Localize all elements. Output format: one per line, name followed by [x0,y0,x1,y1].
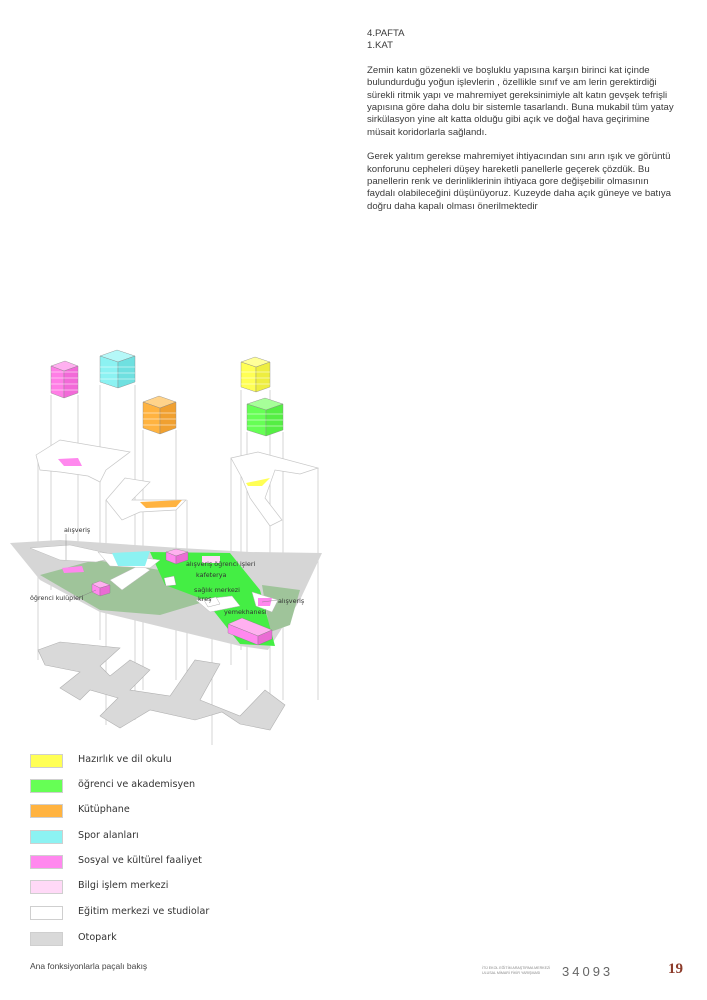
pink-patch-right [258,598,272,606]
legend-label: Spor alanları [78,830,139,841]
legend-label: öğrenci ve akademisyen [78,779,196,790]
entry-code: 34093 [562,964,614,979]
paragraph-2: Gerek yalıtım gerekse mahremiyet ihtiyacından sını arın ışık ve görüntü konforunu cepheleri düşey hareketli panellerle geçerek çözdük. Bu panellerin renk ve derinliklerinin ihtiyaca gore değişebilir olmasının faydalı olabileceğini düşünüyoruz. Kuzeyde daha açık güneye ve batıya doğru daha kapalı olması önerilmektedir [367,151,672,212]
legend-item-spor [30,830,350,846]
legend-label: Hazırlık ve dil okulu [78,754,172,765]
legend-item-kutuphane [30,804,350,820]
legend-swatch [30,754,63,768]
label-yemekhanesi: yemekhanesi [224,608,267,616]
block-yellow [241,357,270,392]
upper-plates [36,440,318,526]
description-block [367,28,677,213]
block-orange [143,396,176,434]
legend-label: Otopark [78,932,117,943]
cyan-patch [112,551,150,566]
legend-swatch [30,932,63,946]
legend-item-sosyal [30,855,350,871]
block-green [247,398,283,436]
label-kafeterya: kafeterya [196,571,227,579]
label-saglik-merkezi: sağlık merkezi [194,586,240,594]
caption: Ana fonksiyonlarla paçalı bakış [30,961,148,971]
label-alisveris-right: alışveriş [278,597,305,605]
legend-item-hazirlik [30,754,350,770]
otopark-band [38,642,285,730]
block-cyan [100,350,135,388]
legend-label: Sosyal ve kültürel faaliyet [78,855,202,866]
legend-swatch [30,906,63,920]
legend-label: Eğitim merkezi ve studiolar [78,906,210,917]
legend-label: Kütüphane [78,804,130,815]
paragraph-1: Zemin katın gözenekli ve boşluklu yapısına karşın birinci kat içinde bulundurduğu yoğun işlevlerin , özellikle sınıf ve am lerin gerektirdiği sürekli ritmik yapı ve mahremiyet gereksinimiyle alt katın gevşek tefrişli yapısına göre daha dolu bir sistemle tasarlandı. Buna mukabil tüm yatay sirkülasyon yine alt katta olduğu gibi açık ve doğal hava geçirimine müsait koridorlarla sağlandı. [367,64,674,138]
label-kres: kreş [198,595,212,603]
floor-title: 1.KAT [367,40,393,52]
legend-item-otopark [30,932,350,948]
legend-item-ogrenci [30,779,350,795]
axonometric-diagram [0,330,707,750]
legend-swatch [30,830,63,844]
label-alisveris-ogrenci-isleri: alışveriş öğrenci işleri [186,560,256,568]
legend-swatch [30,855,63,869]
label-alisveris-left: alışveriş [64,526,91,534]
page-number: 19 [668,961,683,977]
block-pink [51,361,78,398]
legend-swatch [30,804,63,818]
legend-item-egitim [30,906,350,922]
legend-swatch [30,779,63,793]
legend-label: Bilgi işlem merkezi [78,880,169,891]
competition-note: İTÜ EKOL EĞİTİM ARAŞTIRMA MERKEZİ ULUSAL MİMARİ FİKİR YARIŞMASI [482,966,551,975]
white-block-1 [164,576,176,586]
legend-item-bilgi-islem [30,880,350,896]
sheet-title: 4.PAFTA [367,28,405,39]
label-ogrenci-kulupleri: öğrenci kulüpleri [30,594,84,602]
legend-swatch [30,880,63,894]
